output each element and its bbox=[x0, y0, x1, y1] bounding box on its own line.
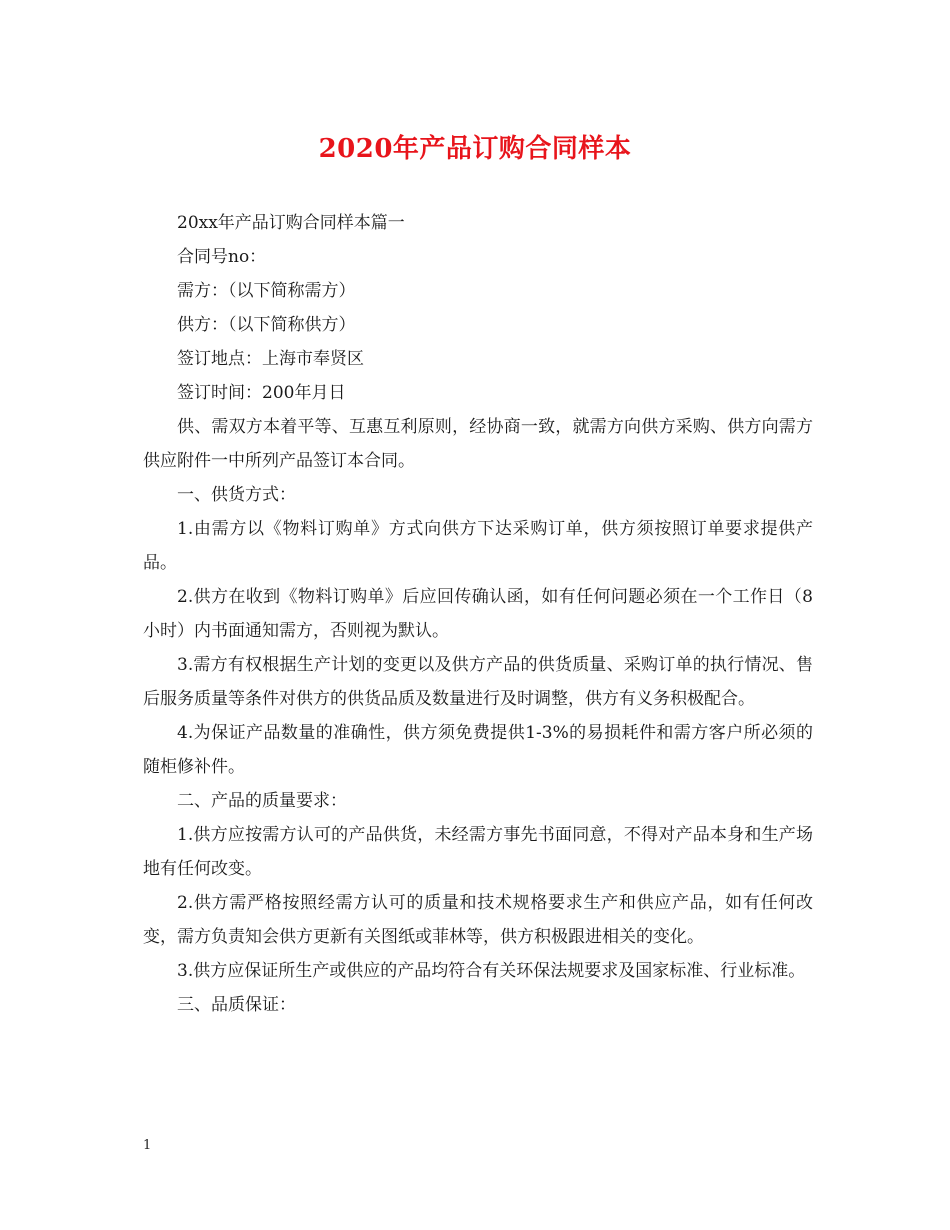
clause-1-1: 1.由需方以《物料订购单》方式向供方下达采购订单，供方须按照订单要求提供产品。 bbox=[143, 519, 813, 573]
document-title: 2020年产品订购合同样本 bbox=[318, 134, 632, 164]
paragraph-contract-number: 合同号no： bbox=[177, 247, 267, 267]
clause-1-3: 3.需方有权根据生产计划的变更以及供方产品的供货质量、采购订单的执行情况、售后服务质量等条件对供方的供货品质及数量进行及时调整，供方有义务积极配合。 bbox=[143, 655, 813, 709]
paragraph-supplier: 供方：（以下简称供方） bbox=[177, 315, 356, 335]
paragraph-subtitle: 20xx年产品订购合同样本篇一 bbox=[177, 213, 405, 233]
clause-2-3: 3.供方应保证所生产或供应的产品均符合有关环保法规要求及国家标准、行业标准。 bbox=[177, 961, 806, 981]
clause-1-4: 4.为保证产品数量的准确性，供方须免费提供1-3%的易损耗件和需方客户所必须的随柜修补件。 bbox=[143, 723, 813, 777]
section-heading-quality-requirements: 二、产品的质量要求： bbox=[177, 791, 347, 811]
paragraph-signing-time: 签订时间：200年月日 bbox=[177, 383, 346, 403]
section-heading-supply-method: 一、供货方式： bbox=[177, 485, 296, 505]
page-number: 1 bbox=[143, 1138, 152, 1153]
clause-2-2: 2.供方需严格按照经需方认可的质量和技术规格要求生产和供应产品，如有任何改变，需方负责知会供方更新有关图纸或菲林等，供方积极跟进相关的变化。 bbox=[143, 893, 813, 947]
paragraph-preamble: 供、需双方本着平等、互惠互利原则，经协商一致，就需方向供方采购、供方向需方供应附件一中所列产品签订本合同。 bbox=[143, 417, 813, 471]
paragraph-signing-place: 签订地点：上海市奉贤区 bbox=[177, 349, 364, 369]
clause-2-1: 1.供方应按需方认可的产品供货，未经需方事先书面同意，不得对产品本身和生产场地有任何改变。 bbox=[143, 825, 813, 879]
clause-1-2: 2.供方在收到《物料订购单》后应回传确认函，如有任何问题必须在一个工作日（8小时）内书面通知需方，否则视为默认。 bbox=[143, 587, 813, 641]
paragraph-buyer: 需方：（以下简称需方） bbox=[177, 281, 356, 301]
section-heading-quality-assurance: 三、品质保证： bbox=[177, 995, 296, 1015]
document-body bbox=[143, 206, 813, 1022]
